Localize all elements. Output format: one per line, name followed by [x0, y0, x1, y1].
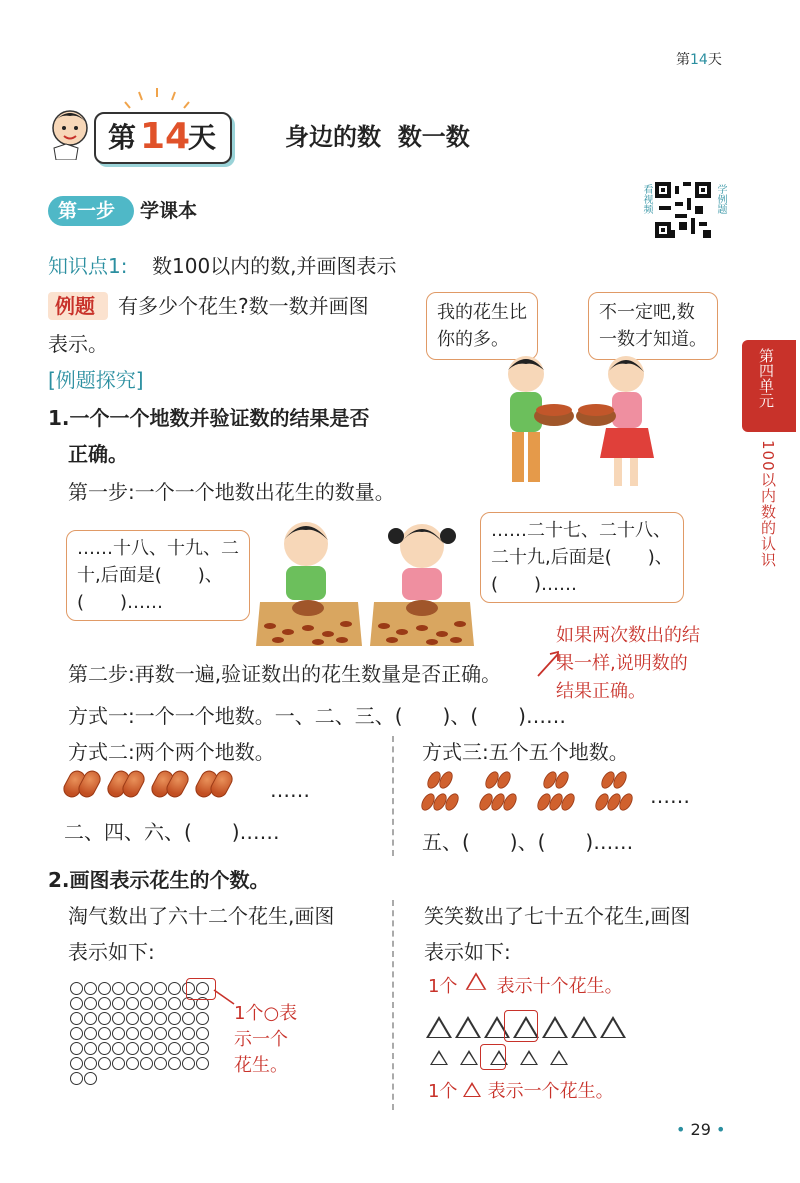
peanut-five-groups-icon — [420, 770, 650, 818]
small-triangle-icon — [430, 1050, 448, 1065]
kp1-text: 数100以内的数,并画图表示 — [152, 254, 397, 278]
large-triangle-icon — [465, 972, 486, 990]
boy-top-bubble-line1: 我的花生比 — [437, 302, 527, 323]
large-triangle-icon — [455, 1016, 481, 1038]
small-triangle-icon — [463, 1082, 481, 1097]
triangle-note-top — [428, 970, 623, 996]
peanut-pair-icon — [154, 770, 184, 798]
qr-code-icon[interactable] — [655, 182, 711, 238]
way3-title: 方式三:五个五个地数。 — [422, 740, 629, 764]
sun-rays-icon — [122, 86, 192, 112]
boy-top-speech-bubble — [426, 292, 538, 360]
triangle-note-bottom — [428, 1080, 614, 1106]
boy-holding-basket-illustration — [488, 352, 578, 492]
boy-bubble-line2: 十,后面是( )、 — [77, 565, 223, 586]
divider-top — [392, 736, 394, 856]
step2-text: 第二步:再数一遍,验证数出的花生数量是否正确。 — [68, 662, 502, 686]
circle-note-line1: 1个○表 — [234, 1003, 298, 1024]
small-triangle-highlight-box — [480, 1044, 506, 1070]
boy-counting-peanuts-illustration — [256, 514, 362, 646]
small-triangle-icon — [550, 1050, 568, 1065]
kp1-label: 知识点1: — [48, 254, 128, 278]
right-draw-line2: 表示如下: — [424, 940, 511, 964]
badge-prefix: 第 — [108, 121, 137, 154]
page-number-dot-right: • — [715, 1120, 726, 1139]
day-title-badge — [94, 112, 232, 164]
qr-left-text: 看视频 — [641, 184, 652, 214]
large-triangle-icon — [571, 1016, 597, 1038]
girl-counting-peanuts-illustration — [370, 514, 474, 646]
unit-topic: 100以内数的认识 — [759, 440, 777, 568]
lesson-title: 身边的数 数一数 — [285, 123, 470, 151]
boy-bubble-line1: ……十八、十九、二 — [77, 538, 239, 559]
q1-line1: 1.一个一个地数并验证数的结果是否 — [48, 406, 370, 430]
peanut-pair-icon — [110, 770, 140, 798]
girl-bubble-line3: ( )…… — [491, 574, 578, 595]
divider-bottom — [392, 900, 394, 1110]
small-triangle-icon — [460, 1050, 478, 1065]
tri-note-bot-post: 表示一个花生。 — [487, 1081, 614, 1102]
step-title: 学课本 — [140, 200, 198, 222]
circle-row — [70, 1042, 230, 1057]
q1-line2: 正确。 — [68, 442, 128, 466]
circle-row — [70, 1057, 230, 1072]
badge-suffix: 天 — [188, 121, 217, 154]
circle-note-line3: 花生。 — [234, 1055, 288, 1076]
example-line1: 有多少个花生?数一数并画图 — [118, 294, 369, 318]
way3-answer: 五、( )、( )…… — [422, 830, 634, 854]
unit-tab-label: 第四单元 — [757, 348, 775, 408]
q2-text: 2.画图表示花生的个数。 — [48, 868, 270, 892]
girl-bubble-line1: ……二十七、二十八、 — [491, 520, 671, 541]
badge-number: 14 — [140, 116, 191, 157]
example-line2: 表示。 — [48, 332, 108, 356]
boy-bubble-line3: ( )…… — [77, 592, 164, 613]
header-day-number: 14 — [690, 52, 708, 68]
left-draw-line2: 表示如下: — [68, 940, 155, 964]
way3-dots: …… — [650, 784, 690, 808]
tri-note-bot-pre: 1个 — [428, 1081, 458, 1102]
way2-peanuts — [66, 770, 242, 802]
page-header-day — [676, 48, 722, 72]
peanut-pair-icon — [198, 770, 228, 798]
way2-dots: …… — [270, 778, 310, 802]
tri-note-top-pre: 1个 — [428, 976, 458, 997]
note-line2: 果一样,说明数的 — [556, 653, 688, 674]
small-triangle-icon — [520, 1050, 538, 1065]
girl-counting-speech-bubble — [480, 512, 684, 603]
girl-top-bubble-line2: 一数才知道。 — [599, 329, 707, 350]
header-day-prefix: 第 — [676, 52, 690, 68]
way2-title: 方式二:两个两个地数。 — [68, 740, 275, 764]
girl-top-bubble-line1: 不一定吧,数 — [599, 302, 695, 323]
example-tag: 例题 — [55, 294, 95, 318]
large-triangle-icon — [426, 1016, 452, 1038]
page-number — [676, 1118, 725, 1142]
way3-peanuts — [420, 770, 650, 818]
large-triangle-highlight-box — [504, 1010, 538, 1042]
way1-text: 方式一:一个一个地数。一、二、三、( )、( )…… — [68, 704, 566, 728]
large-triangle-icon — [542, 1016, 568, 1038]
girl-holding-basket-illustration — [574, 350, 664, 492]
mascot-icon — [46, 104, 92, 160]
header-day-suffix: 天 — [707, 52, 722, 68]
way2-answer: 二、四、六、( )…… — [64, 820, 280, 844]
qr-right-text: 学例题 — [715, 184, 726, 214]
boy-counting-speech-bubble — [66, 530, 250, 621]
girl-bubble-line2: 二十九,后面是( )、 — [491, 547, 673, 568]
circle-note-line2: 示一个 — [234, 1029, 288, 1050]
tri-note-top-post: 表示十个花生。 — [496, 976, 623, 997]
page-number-dot-left: • — [676, 1120, 686, 1139]
circle-row — [70, 1012, 230, 1027]
explore-label: [例题探究] — [48, 368, 144, 392]
step-badge-label: 第一步 — [58, 200, 116, 222]
peanut-pair-icon — [66, 770, 96, 798]
note-line3: 结果正确。 — [556, 681, 646, 702]
note-line1: 如果两次数出的结 — [556, 625, 700, 646]
right-draw-line1: 笑笑数出了七十五个花生,画图 — [424, 904, 691, 928]
page-number-value: 29 — [690, 1120, 711, 1139]
boy-top-bubble-line2: 你的多。 — [437, 329, 509, 350]
left-draw-line1: 淘气数出了六十二个花生,画图 — [68, 904, 335, 928]
step1-text: 第一步:一个一个地数出花生的数量。 — [68, 480, 395, 504]
unit-tab — [742, 340, 796, 432]
circle-row — [70, 1072, 230, 1087]
large-triangle-icon — [600, 1016, 626, 1038]
circle-row — [70, 1027, 230, 1042]
